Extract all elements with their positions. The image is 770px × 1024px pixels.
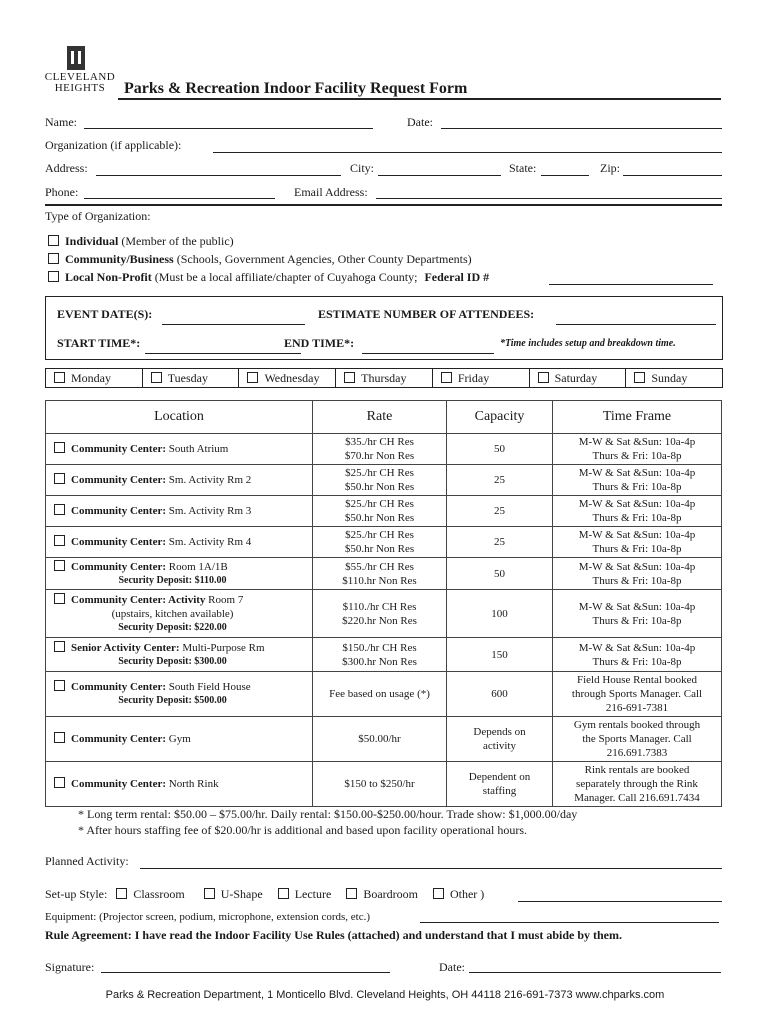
section-divider [45,204,722,206]
location-cell[interactable] [46,434,313,465]
location-rest: Sm. Activity Rm 3 [166,505,252,517]
day-sunday[interactable] [626,369,722,387]
capacity-cell: 25 [447,496,553,527]
capacity-cell: 50 [447,434,553,465]
table-row [46,590,722,638]
time-cell [553,434,722,465]
capacity-cell: Dependent on staffing [447,762,553,807]
setup-option-label: Lecture [294,887,332,901]
date-label: Date: [407,115,433,129]
table-row [46,558,722,590]
signature-field[interactable] [101,972,390,973]
time-line: M-W & Sat &Sun: 10a-4p [578,529,696,541]
time-line: separately through the Rink [576,778,698,790]
federal-id-label: Federal ID # [424,270,490,284]
time-line: Rink rentals are booked [584,764,690,776]
location-bold: Community Center: [71,681,167,693]
rate-cell [313,465,447,496]
rate-line: $25./hr CH Res [345,529,414,541]
time-line: Thurs & Fri: 10a-8p [592,614,682,627]
checkbox-icon[interactable] [54,504,65,515]
checkbox-icon[interactable] [54,535,65,546]
checkbox-icon[interactable] [433,888,444,899]
page-footer: Parks & Recreation Department, 1 Monticello Blvd. Cleveland Heights, OH 44118 216-691-7373 www.chparks.com [105,989,665,1001]
rate-line: $150./hr CH Res [342,641,417,654]
rate-cell [313,762,447,807]
security-deposit: Security Deposit: $110.00 [118,574,227,586]
rate-cell [313,672,447,717]
location-bold: Community Center: [71,778,167,790]
header-rate: Rate [313,401,447,434]
day-label: Saturday [554,371,598,385]
days-of-week [45,368,723,388]
checkbox-icon[interactable] [344,372,355,383]
date-field[interactable] [441,128,722,129]
org-option-bold: Local Non-Profit [65,270,152,284]
location-rest: Sm. Activity Rm 2 [166,474,252,486]
setup-lecture[interactable] [278,887,332,901]
org-option-bold: Individual [65,234,119,248]
org-option-desc: (Schools, Government Agencies, Other County Departments) [173,252,472,266]
time-line: 216.691.7383 [606,747,668,759]
capacity-cell: 150 [447,638,553,672]
day-label: Thursday [361,371,407,385]
checkbox-icon[interactable] [441,372,452,383]
rate-cell [313,496,447,527]
event-dates-field[interactable] [162,324,305,325]
zip-field[interactable] [623,175,722,176]
rate-line: $150 to $250/hr [344,778,415,790]
event-dates-label: EVENT DATE(S): [57,307,153,321]
day-label: Friday [457,371,490,385]
table-header-row [46,401,722,434]
setup-option-label: U-Shape [220,887,263,901]
city-field[interactable] [378,175,501,176]
location-cell[interactable] [46,465,313,496]
table-row [46,465,722,496]
checkbox-icon[interactable] [116,888,127,899]
time-line: Gym rentals booked through [573,719,701,731]
staffing-note: * After hours staffing fee of $20.00/hr is additional and based upon facility operational hours. [78,823,528,837]
time-line: Thurs & Fri: 10a-8p [592,481,682,493]
location-rest: Room 1A/1B [166,560,228,573]
time-cell [553,527,722,558]
time-line: M-W & Sat &Sun: 10a-4p [578,560,696,573]
location-cell[interactable] [46,717,313,762]
time-line: Manager. Call 216.691.7434 [574,792,700,804]
setup-style-row [45,887,484,902]
day-monday[interactable] [46,369,143,387]
time-cell [553,558,722,590]
signature-label: Signature: [45,960,95,974]
equipment-field[interactable] [420,922,719,923]
table-row [46,527,722,558]
location-cell[interactable] [46,672,313,717]
setup-option-label: Classroom [133,887,185,901]
phone-field[interactable] [84,198,275,199]
table-row [46,638,722,672]
org-option-nonprofit[interactable] [48,270,489,285]
time-line: Thurs & Fri: 10a-8p [592,512,682,524]
time-line: M-W & Sat &Sun: 10a-4p [578,641,696,654]
day-wednesday[interactable] [239,369,336,387]
rate-line: $50.00/hr [358,733,401,745]
setup-boardroom[interactable] [346,887,418,901]
checkbox-icon[interactable] [54,442,65,453]
header-location: Location [46,401,313,434]
rate-line: $110./hr CH Res [342,600,417,613]
end-time-field[interactable] [362,353,494,354]
setup-ushape[interactable] [204,887,263,901]
facility-table [45,400,722,807]
header-time-frame: Time Frame [553,401,722,434]
location-bold: Community Center: [71,505,167,517]
day-thursday[interactable] [336,369,433,387]
time-line: Thurs & Fri: 10a-8p [592,450,682,462]
signature-date-label: Date: [439,960,465,974]
setup-style-label: Set-up Style: [45,887,108,901]
capacity-cell: 25 [447,465,553,496]
day-friday[interactable] [433,369,530,387]
rate-cell [313,638,447,672]
time-cell [553,496,722,527]
day-tuesday[interactable] [143,369,240,387]
federal-id-field[interactable] [549,284,713,285]
capacity-cell: Depends on activity [447,717,553,762]
org-option-desc: (Must be a local affiliate/chapter of Cuyahoga County; [151,270,418,284]
org-option-desc: (Member of the public) [118,234,234,248]
equipment-label: Equipment: (Projector screen, podium, microphone, extension cords, etc.) [45,911,371,923]
end-time-label: END TIME*: [284,336,355,350]
time-line: Thurs & Fri: 10a-8p [592,655,682,668]
checkbox-icon[interactable] [54,593,65,604]
rental-note: * Long term rental: $50.00 – $75.00/hr. Daily rental: $150.00-$250.00/hour. Trade show: $1,000.00/day [78,807,578,821]
start-time-label: START TIME*: [57,336,141,350]
location-rest: South Atrium [166,443,229,455]
org-option-bold: Community/Business [65,252,174,266]
capacity-cell: 600 [447,672,553,717]
location-bold: Community Center: [71,536,167,548]
rate-cell [313,434,447,465]
capacity-cell: 100 [447,590,553,638]
time-line: Field House Rental booked [576,674,698,686]
city-label: City: [350,161,375,175]
time-cell [553,717,722,762]
name-label: Name: [45,115,77,129]
planned-activity-label: Planned Activity: [45,854,129,868]
rate-cell [313,590,447,638]
time-line: M-W & Sat &Sun: 10a-4p [578,498,696,510]
location-rest: Sm. Activity Rm 4 [166,536,252,548]
rate-line: $50.hr Non Res [344,481,415,493]
header-capacity: Capacity [447,401,553,434]
rate-line: $25./hr CH Res [345,467,414,479]
zip-label: Zip: [600,161,620,175]
security-deposit: Security Deposit: $300.00 [118,655,227,667]
location-bold: Community Center: [71,474,167,486]
table-row [46,717,722,762]
capacity-cell: 25 [447,527,553,558]
rate-line: $110.hr Non Res [342,574,417,587]
email-label: Email Address: [294,185,368,199]
time-cell [553,762,722,807]
checkbox-icon[interactable] [54,372,65,383]
organization-field[interactable] [213,152,722,153]
form-title: Parks & Recreation Indoor Facility Request Form [124,80,468,97]
time-line: 216-691-7381 [605,702,669,714]
checkbox-icon[interactable] [538,372,549,383]
city-logo-text [44,72,116,94]
security-deposit: Security Deposit: $500.00 [118,695,227,706]
checkbox-icon[interactable] [54,680,65,691]
checkbox-icon[interactable] [54,777,65,788]
org-option-business[interactable] [48,252,472,267]
rate-cell [313,527,447,558]
attendees-field[interactable] [556,324,716,325]
rate-line: Fee based on usage (*) [329,688,430,700]
location-cell[interactable] [46,638,313,672]
location-rest: Room 7 [205,593,244,606]
state-field[interactable] [541,175,589,176]
logo-line-1: CLEVELAND [44,71,116,83]
table-row [46,434,722,465]
name-field[interactable] [84,128,373,129]
checkbox-icon[interactable] [48,253,59,264]
address-label: Address: [45,161,88,175]
checkbox-icon[interactable] [204,888,215,899]
rate-line: $300.hr Non Res [342,655,417,668]
day-saturday[interactable] [530,369,627,387]
location-bold: Community Center: [71,560,167,573]
location-bold: Community Center: [71,443,167,455]
time-line: through Sports Manager. Call [571,688,703,700]
time-line: Thurs & Fri: 10a-8p [592,543,682,555]
event-details-box [45,296,723,360]
rate-cell [313,717,447,762]
checkbox-icon[interactable] [278,888,289,899]
org-type-label: Type of Organization: [45,209,151,223]
capacity-cell: 50 [447,558,553,590]
rate-line: $220.hr Non Res [342,614,417,627]
setup-other-field[interactable] [518,901,722,902]
location-cell[interactable] [46,590,313,638]
time-line: M-W & Sat &Sun: 10a-4p [578,436,696,448]
address-field[interactable] [96,175,341,176]
city-logo-icon [67,46,85,70]
rate-line: $55./hr CH Res [345,560,414,573]
location-rest: Multi-Purpose Rm [179,641,265,654]
table-row [46,496,722,527]
location-cell[interactable] [46,762,313,807]
location-bold: Community Center: [71,733,167,745]
start-time-field[interactable] [145,353,301,354]
checkbox-icon[interactable] [247,372,258,383]
signature-date-field[interactable] [469,972,721,973]
setup-classroom[interactable] [116,887,184,901]
rate-cell [313,558,447,590]
checkbox-icon[interactable] [54,732,65,743]
checkbox-icon[interactable] [54,560,65,571]
rate-line: $35./hr CH Res [345,436,414,448]
checkbox-icon[interactable] [151,372,162,383]
location-subtitle: (upstairs, kitchen available) [111,607,234,620]
checkbox-icon[interactable] [54,473,65,484]
location-bold: Senior Activity Center: [71,641,180,654]
location-cell[interactable] [46,496,313,527]
day-label: Sunday [651,371,688,385]
time-cell [553,638,722,672]
location-rest: South Field House [166,681,251,693]
state-label: State: [509,161,537,175]
checkbox-icon[interactable] [634,372,645,383]
rate-line: $25./hr CH Res [345,498,414,510]
time-line: Thurs & Fri: 10a-8p [592,574,682,587]
rate-line: $70.hr Non Res [344,450,415,462]
rate-line: $50.hr Non Res [344,512,415,524]
checkbox-icon[interactable] [48,271,59,282]
attendees-label: ESTIMATE NUMBER OF ATTENDEES: [318,307,535,321]
time-line: M-W & Sat &Sun: 10a-4p [578,600,696,613]
location-cell[interactable] [46,527,313,558]
rule-agreement: Rule Agreement: I have read the Indoor Facility Use Rules (attached) and understand that I must abide by them. [45,928,623,942]
setup-option-label: Other ) [449,887,485,901]
organization-label: Organization (if applicable): [45,138,182,152]
location-bold: Community Center: Activity [71,593,206,606]
time-cell [553,590,722,638]
planned-activity-field[interactable] [140,868,722,869]
time-line: the Sports Manager. Call [582,733,692,745]
table-row [46,762,722,807]
location-rest: North Rink [166,778,219,790]
time-cell [553,672,722,717]
logo-line-2: HEIGHTS [54,82,106,94]
rate-line: $50.hr Non Res [344,543,415,555]
time-note: *Time includes setup and breakdown time. [500,338,676,349]
email-field[interactable] [376,198,722,199]
time-cell [553,465,722,496]
location-rest: Gym [166,733,191,745]
table-row [46,672,722,717]
day-label: Monday [71,371,111,385]
title-underline [118,98,721,100]
day-label: Tuesday [167,371,208,385]
checkbox-icon[interactable] [48,235,59,246]
security-deposit: Security Deposit: $220.00 [118,621,227,633]
day-label: Wednesday [264,371,320,385]
phone-label: Phone: [45,185,79,199]
checkbox-icon[interactable] [54,641,65,652]
setup-option-label: Boardroom [363,887,418,901]
setup-other[interactable] [433,887,484,901]
org-option-individual[interactable] [48,234,234,249]
checkbox-icon[interactable] [346,888,357,899]
location-cell[interactable] [46,558,313,590]
time-line: M-W & Sat &Sun: 10a-4p [578,467,696,479]
